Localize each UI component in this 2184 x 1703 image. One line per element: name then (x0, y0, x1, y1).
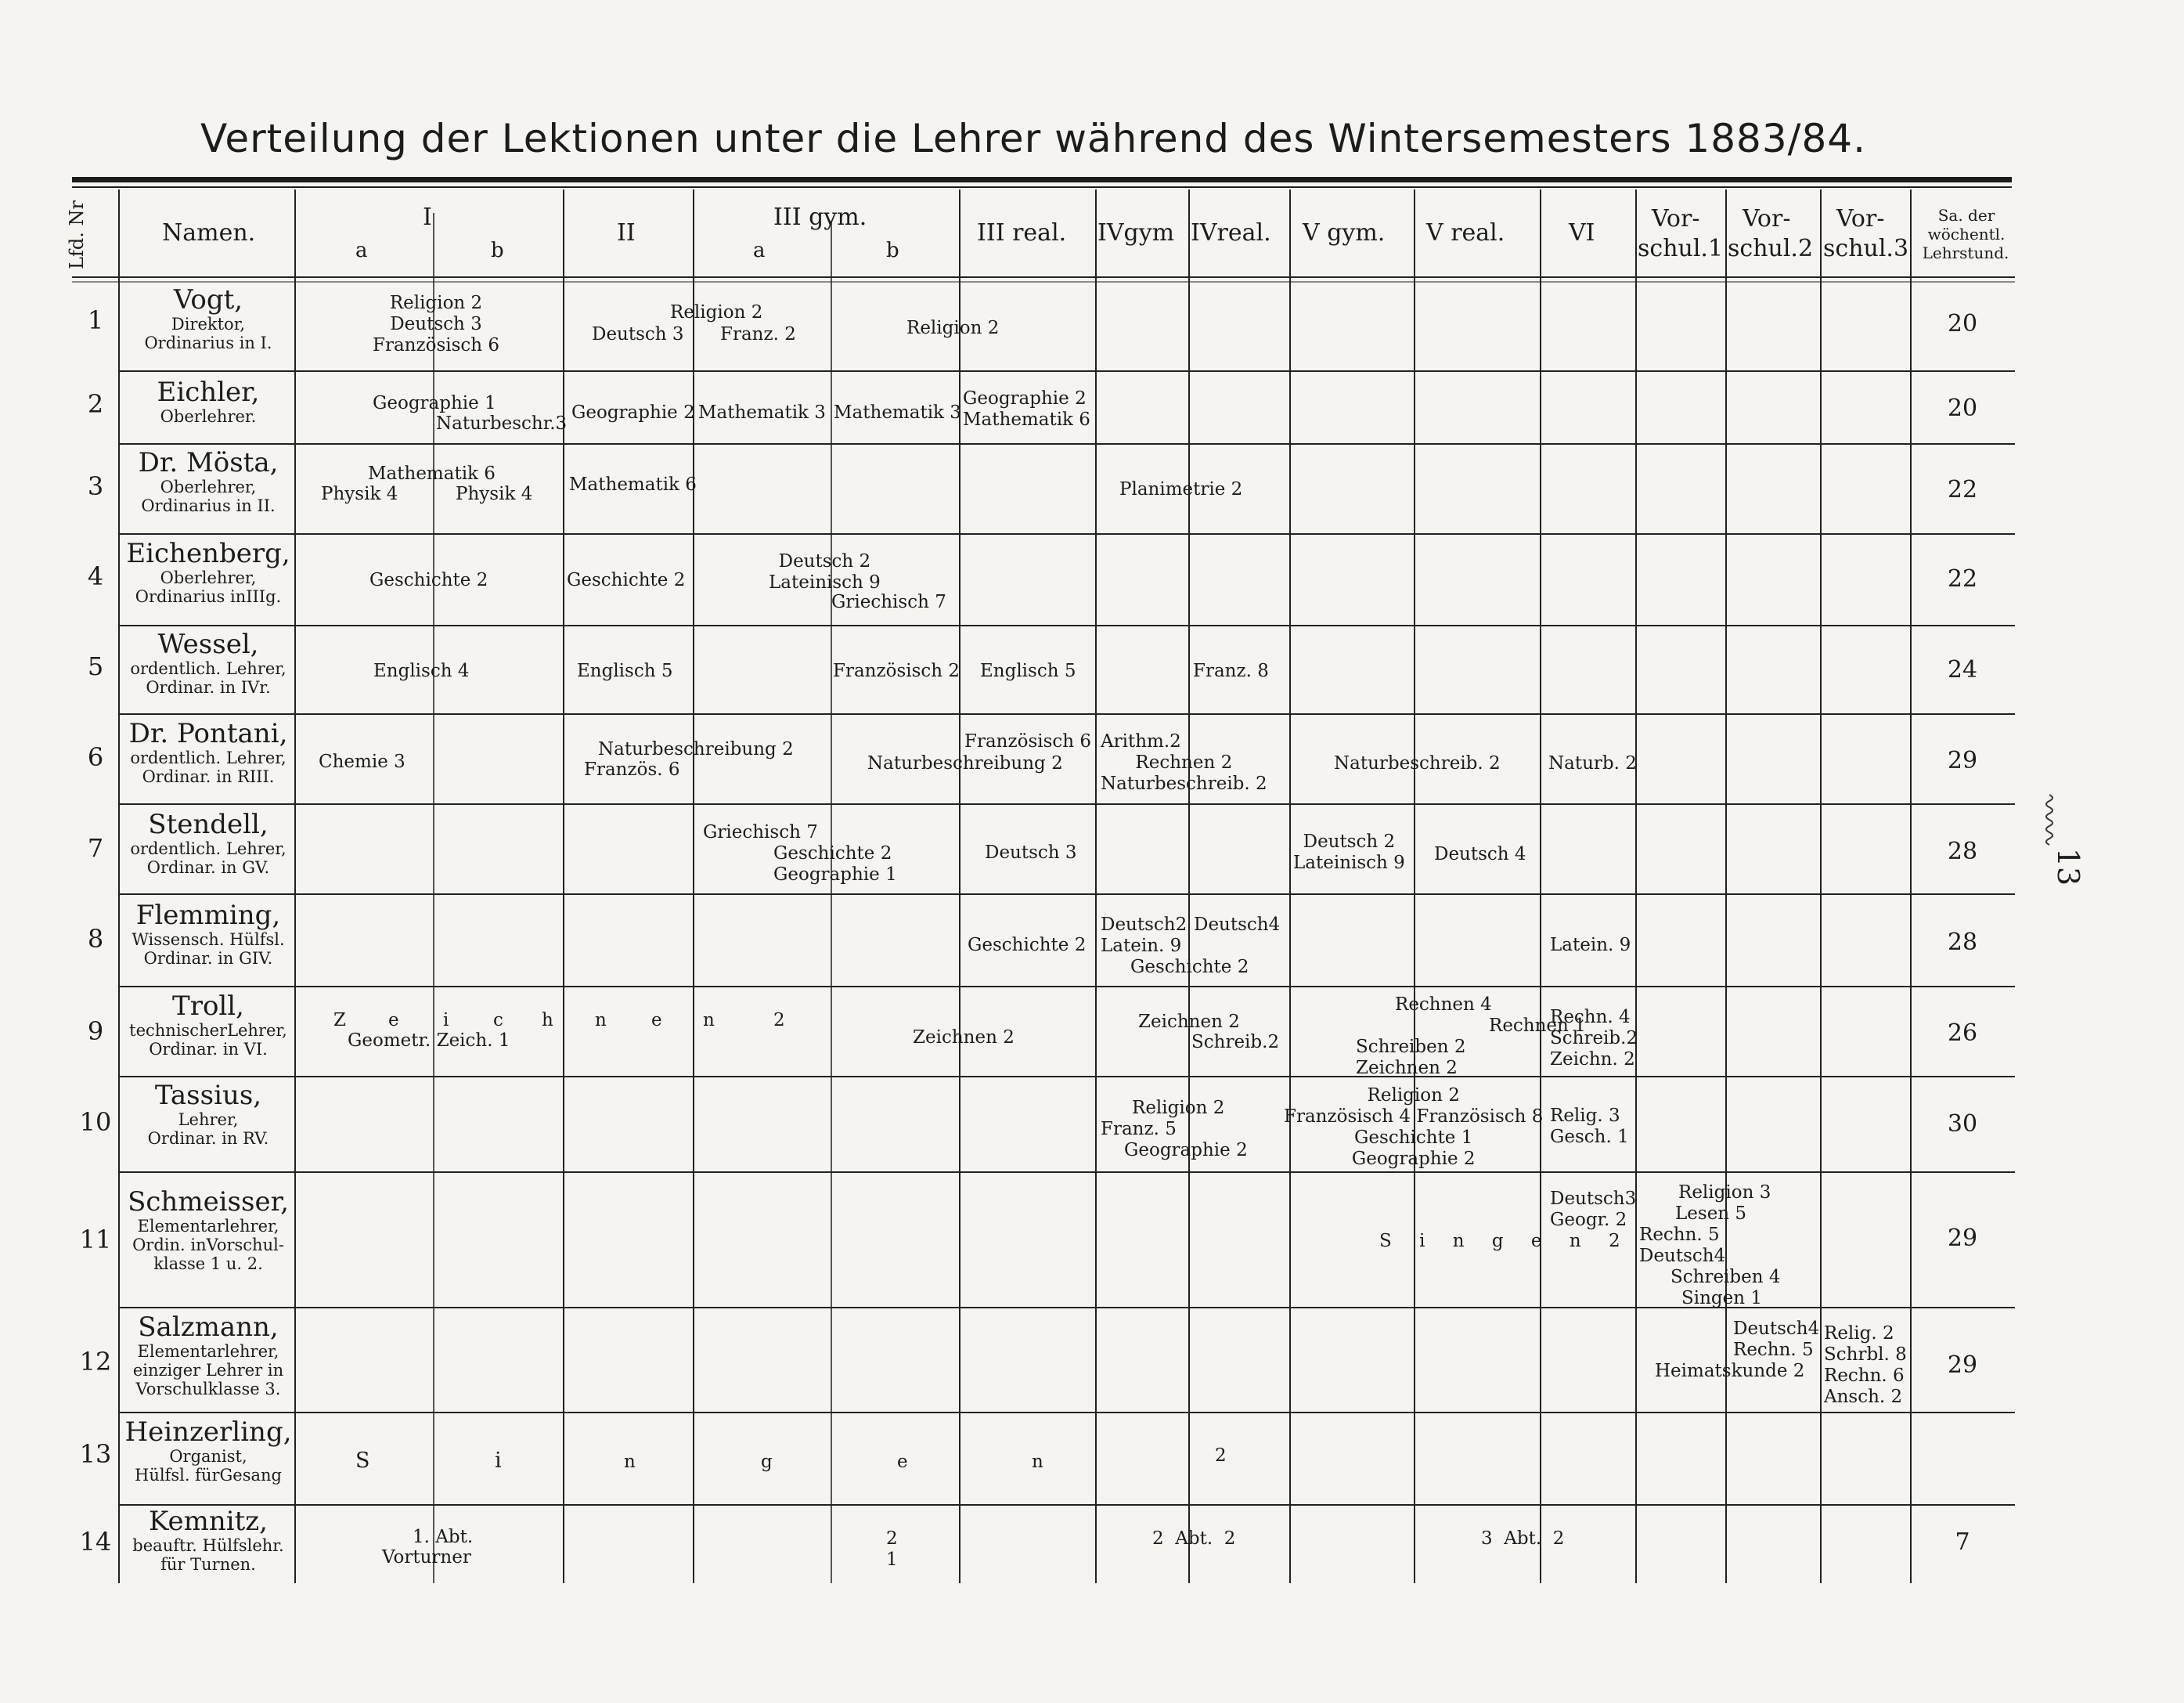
zeichnen-spaced-letter: e (388, 1010, 399, 1030)
header-vorschul2-a: Vor- (1743, 205, 1791, 233)
header-vorschul1-b: schul.1 (1638, 235, 1724, 262)
lesson-entry: Relig. 2 Schrbl. 8 Rechn. 6 Ansch. 2 (1824, 1323, 1907, 1407)
singen-spaced-letter: n (1032, 1452, 1043, 1472)
header-IVreal: IVreal. (1191, 219, 1271, 247)
lesson-entry: Deutsch2 Latein. 9 (1101, 915, 1188, 956)
lesson-entry: Französ. 6 (584, 759, 680, 780)
lesson-entry: Mathematik 3 (834, 402, 961, 423)
lesson-entry: Vorturner (382, 1547, 471, 1568)
header-I-a: a (355, 239, 368, 262)
teacher-name: Vogt, Direktor, Ordinarius in I. (144, 284, 272, 352)
lesson-entry: Chemie 3 (319, 752, 405, 772)
row-number: 1 (87, 305, 104, 335)
weekly-total: 22 (1947, 565, 1978, 593)
lesson-entry: Mathematik 3 (698, 402, 826, 423)
lesson-entry: Latein. 9 (1550, 935, 1631, 955)
lesson-entry: Englisch 5 (980, 661, 1076, 681)
row-number: 14 (79, 1527, 112, 1557)
weekly-total: 24 (1947, 656, 1978, 684)
lesson-entry: Englisch 5 (577, 661, 673, 681)
teacher-name: Schmeisser, Elementarlehrer, Ordin. inVorschul- klasse 1 u. 2. (128, 1186, 289, 1273)
weekly-total: 20 (1947, 310, 1978, 337)
weekly-total: 20 (1947, 395, 1978, 422)
lesson-entry: Naturbeschreibung 2 (867, 753, 1063, 774)
row-number: 13 (79, 1439, 112, 1469)
lesson-entry: Deutsch 2 Lateinisch 9 (1293, 832, 1405, 873)
lesson-entry: Englisch 4 (373, 661, 470, 681)
teacher-name: Dr. Mösta, Oberlehrer, Ordinarius in II. (138, 447, 279, 515)
row-number: 2 (87, 389, 104, 419)
weekly-total: 29 (1947, 1351, 1978, 1379)
row-number: 9 (87, 1016, 104, 1046)
teacher-name: Wessel, ordentlich. Lehrer, Ordinar. in IVr. (130, 629, 287, 697)
singen-spaced-letter: g (761, 1452, 773, 1472)
lesson-table (65, 189, 2015, 1583)
page-title: Verteilung der Lektionen unter die Lehrer während des Wintersemesters 1883/84. (200, 116, 1866, 161)
lesson-entry: Geschichte 2 (567, 570, 686, 590)
row-number: 10 (79, 1107, 112, 1137)
teacher-name: Heinzerling, Organist, Hülfsl. fürGesang (124, 1416, 292, 1485)
lesson-entry: Geschichte 2 (1130, 957, 1249, 977)
weekly-total: 26 (1947, 1019, 1978, 1047)
row-number: 5 (87, 651, 104, 681)
row-number: 12 (79, 1347, 112, 1376)
header-sa-b: wöchentl. (1927, 225, 2006, 244)
zeichnen-spaced-letter: n (595, 1010, 607, 1030)
lesson-entry: Physik 4 (321, 484, 398, 504)
teacher-name: Flemming, Wissensch. Hülfsl. Ordinar. in GIV. (132, 900, 285, 968)
header-vorschul1-a: Vor- (1652, 205, 1700, 233)
lesson-entry: Deutsch 3 (985, 842, 1077, 863)
header-vorschul3-a: Vor- (1836, 205, 1885, 233)
lesson-entry: Religion 3 Lesen 5 Rechn. 5 Deutsch4 Schreiben 4 Singen 1 (1639, 1182, 1781, 1308)
header-III-b: b (886, 239, 899, 262)
lesson-entry: Rechn. 4 Schreib.2 Zeichn. 2 (1550, 1007, 1638, 1070)
lesson-entry: 3 Abt. 2 (1481, 1528, 1565, 1549)
lesson-entry: Deutsch 3 (592, 324, 684, 345)
weekly-total: 7 (1955, 1528, 1970, 1556)
weekly-total: 29 (1947, 747, 1978, 774)
singen-spaced-letter: n (624, 1452, 636, 1472)
lesson-entry: 2 Abt. 2 (1152, 1528, 1236, 1549)
weekly-total: 28 (1947, 929, 1978, 956)
weekly-total: 22 (1947, 476, 1978, 503)
teacher-name: Dr. Pontani, ordentlich. Lehrer, Ordinar. in RIII. (128, 718, 288, 786)
lesson-entry: Franz. 8 (1193, 661, 1269, 681)
teacher-name: Tassius, Lehrer, Ordinar. in RV. (147, 1080, 269, 1148)
lesson-entry: Deutsch 2 Lateinisch 9 (769, 551, 881, 593)
weekly-total: 29 (1947, 1225, 1978, 1252)
header-namen: Namen. (162, 219, 256, 247)
header-I-b: b (491, 239, 504, 262)
lesson-entry: 2 1 (886, 1528, 898, 1570)
header-lfd-nr: Lfd. Nr (65, 200, 88, 269)
lesson-entry: Religion 2 (906, 318, 1000, 338)
singen-spaced-letter: e (897, 1452, 908, 1472)
lesson-entry: Planimetrie 2 (1119, 479, 1243, 500)
singen-spaced-letter: 2 (1215, 1445, 1227, 1466)
row-number: 6 (87, 742, 104, 772)
weekly-total: 30 (1947, 1110, 1978, 1138)
lesson-entry: Griechisch 7 Geschichte 2 Geographie 1 (703, 822, 897, 885)
lesson-entry: Geographie 2 Mathematik 6 (963, 388, 1090, 430)
lesson-entry: Mathematik 6 (569, 474, 697, 495)
row-number: 8 (87, 924, 104, 954)
lesson-entry: Physik 4 (456, 484, 533, 504)
header-vorschul3-b: schul.3 (1823, 235, 1909, 262)
lesson-entry: Religion 2 Franz. 5 Geographie 2 (1101, 1098, 1248, 1160)
lesson-entry: Französisch 6 (964, 731, 1092, 752)
zeichnen-spaced-letter: h (542, 1010, 553, 1030)
zeichnen-spaced-letter: i (443, 1010, 449, 1030)
title-rule-thick (72, 177, 2012, 182)
lesson-entry: Naturbeschreib. 2 (1334, 753, 1501, 774)
header-vorschul2-b: schul.2 (1728, 235, 1814, 262)
lesson-entry: Deutsch4 Rechn. 5 Heimatskunde 2 (1655, 1319, 1820, 1381)
singen-entry: S i n g e n 2 (1379, 1231, 1631, 1251)
lesson-entry: Französisch 2 (833, 661, 960, 681)
row-number: 7 (87, 833, 104, 863)
zeichnen-spaced-letter: Z (333, 1010, 346, 1030)
singen-spaced-letter: S (355, 1449, 370, 1473)
row-number: 11 (79, 1225, 112, 1254)
lesson-entry: 1. Abt. (413, 1527, 474, 1547)
lesson-entry: Arithm.2 Rechnen 2 Naturbeschreib. 2 (1101, 731, 1267, 794)
header-V-real: V real. (1426, 219, 1505, 247)
zeichnen-spaced-letter: n (703, 1010, 715, 1030)
lesson-entry: Religion 2 Französisch 4 Französisch 8 Geschichte 1 Geographie 2 (1284, 1085, 1544, 1169)
lesson-entry: Zeichnen 2 (913, 1027, 1015, 1048)
header-sa-c: Lehrstund. (1922, 244, 2009, 262)
lesson-entry: Geographie 2 (571, 402, 695, 423)
header-I: I (423, 204, 432, 231)
teacher-name: Stendell, ordentlich. Lehrer, Ordinar. in GV. (130, 809, 287, 877)
lesson-entry: Geographie 1 (373, 393, 496, 413)
lesson-entry: Griechisch 7 (831, 592, 946, 612)
lesson-entry: Naturbeschr.3 (436, 413, 568, 434)
teacher-name: Troll, technischerLehrer, Ordinar. in VI. (129, 990, 287, 1059)
weekly-total: 28 (1947, 838, 1978, 865)
lesson-entry: Naturb. 2 (1548, 753, 1637, 774)
lesson-entry: Franz. 2 (720, 324, 796, 345)
lesson-entry: Religion 2 (670, 302, 763, 323)
lesson-entry: Mathematik 6 (368, 464, 496, 484)
lesson-entry: Geschichte 2 (369, 570, 488, 590)
lesson-entry: Schreib.2 (1191, 1032, 1280, 1052)
lesson-entry: Relig. 3 Gesch. 1 (1550, 1106, 1629, 1147)
zeichnen-spaced-letter: e (651, 1010, 662, 1030)
row-number: 4 (87, 561, 104, 591)
zeichnen-spaced-letter: 2 (773, 1010, 785, 1030)
page-number: 13 (2051, 847, 2086, 886)
lesson-entry: Deutsch 4 (1434, 844, 1526, 864)
lesson-entry: Deutsch3 Geogr. 2 (1550, 1189, 1637, 1230)
lesson-entry: Geometr. Zeich. 1 (348, 1030, 510, 1051)
teacher-name: Salzmann, Elementarlehrer, einziger Lehrer in Vorschulklasse 3. (132, 1312, 284, 1398)
teacher-name: Eichler, Oberlehrer. (157, 377, 260, 426)
header-V-gym: V gym. (1303, 219, 1386, 247)
teacher-name: Eichenberg, Oberlehrer, Ordinarius inIIIg. (126, 538, 290, 606)
lesson-entry: Zeichnen 2 (1138, 1012, 1240, 1032)
singen-spaced-letter: i (495, 1449, 502, 1473)
lesson-entry: Religion 2 Deutsch 3 Französisch 6 (373, 293, 500, 355)
title-rule-thin (72, 186, 2012, 188)
header-IVgym: IVgym (1097, 219, 1175, 247)
lesson-entry: Naturbeschreibung 2 (598, 739, 794, 759)
lesson-entry: Geschichte 2 (968, 935, 1087, 955)
lesson-entry: Deutsch4 (1194, 915, 1281, 935)
header-VI: VI (1569, 219, 1595, 247)
header-sa-a: Sa. der (1937, 206, 1995, 225)
teacher-name: Kemnitz, beauftr. Hülfslehr. für Turnen. (132, 1506, 284, 1574)
header-II: II (617, 219, 636, 247)
header-III-real: III real. (977, 219, 1067, 247)
lesson-entry: Rechnen 4 Rechnen 1 Schreiben 2 Zeichnen 2 (1356, 994, 1586, 1078)
zeichnen-spaced-letter: c (493, 1010, 503, 1030)
header-III-gym: III gym. (773, 204, 867, 231)
header-III-a: a (753, 239, 766, 262)
row-number: 3 (87, 471, 104, 501)
